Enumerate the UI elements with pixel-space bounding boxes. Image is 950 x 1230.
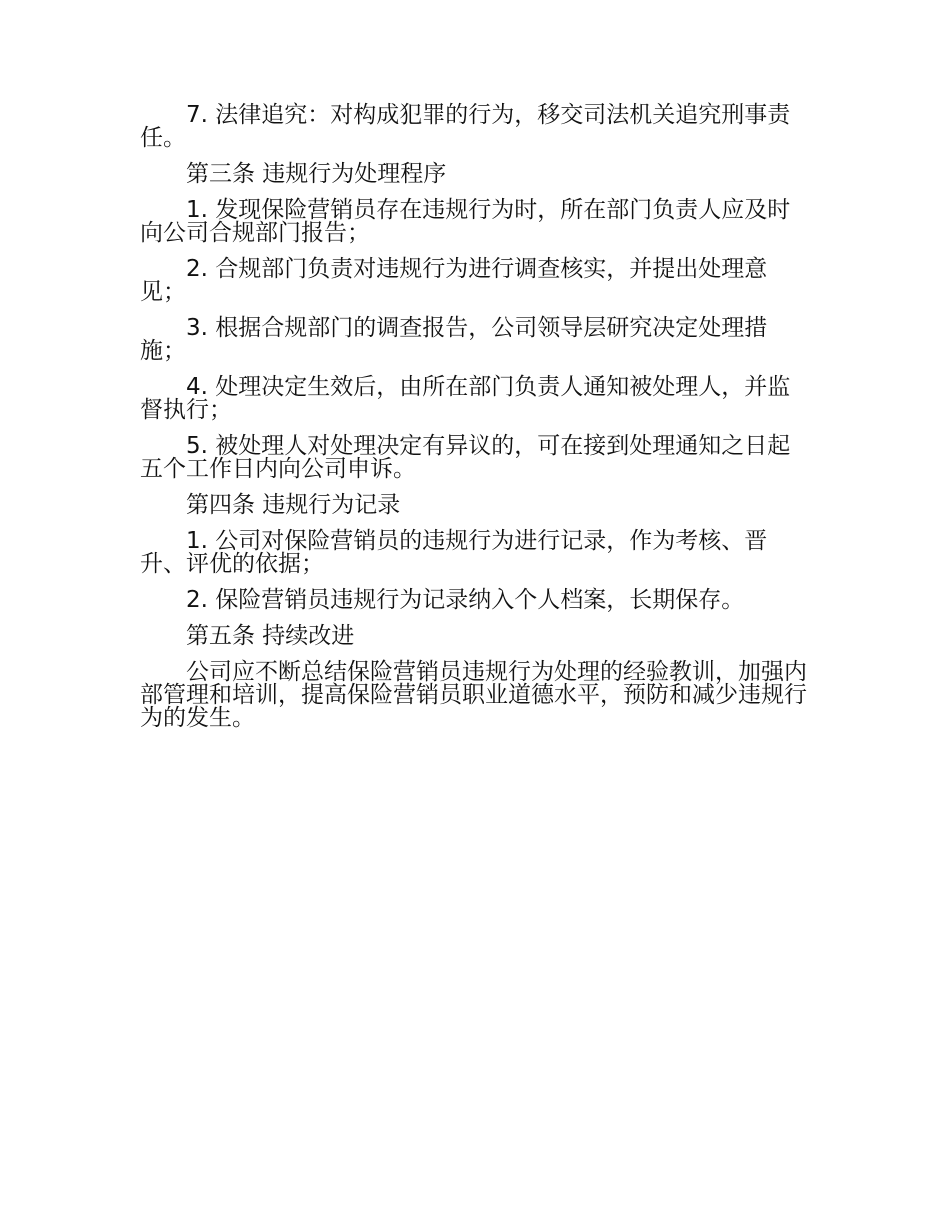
article-3-item-3: 3. 根据合规部门的调查报告，公司领导层研究决定处理措施； [140,315,768,364]
article-4-heading: 第四条 违规行为记录 [186,492,401,518]
article-2-item-7: 7. 法律追究：对构成犯罪的行为，移交司法机关追究刑事责任。 [140,102,791,151]
article-3-item-2: 2. 合规部门负责对违规行为进行调查核实，并提出处理意见； [140,256,768,305]
article-5-body: 公司应不断总结保险营销员违规行为处理的经验教训，加强内部管理和培训，提高保险营销员职业道德水平，预防和减少违规行为的发生。 [140,659,807,731]
article-3-item-1: 1. 发现保险营销员存在违规行为时，所在部门负责人应及时向公司合规部门报告； [140,197,791,246]
article-3-item-5: 5. 被处理人对处理决定有异议的，可在接到处理通知之日起五个工作日内向公司申诉。 [140,433,791,482]
article-4-item-2: 2. 保险营销员违规行为记录纳入个人档案，长期保存。 [186,587,745,613]
document-body [140,104,812,743]
article-3-item-4: 4. 处理决定生效后，由所在部门负责人通知被处理人，并监督执行； [140,374,791,423]
article-3-heading: 第三条 违规行为处理程序 [186,161,447,187]
article-5-heading: 第五条 持续改进 [186,623,355,649]
article-4-item-1: 1. 公司对保险营销员的违规行为进行记录，作为考核、晋升、评优的依据； [140,528,768,577]
